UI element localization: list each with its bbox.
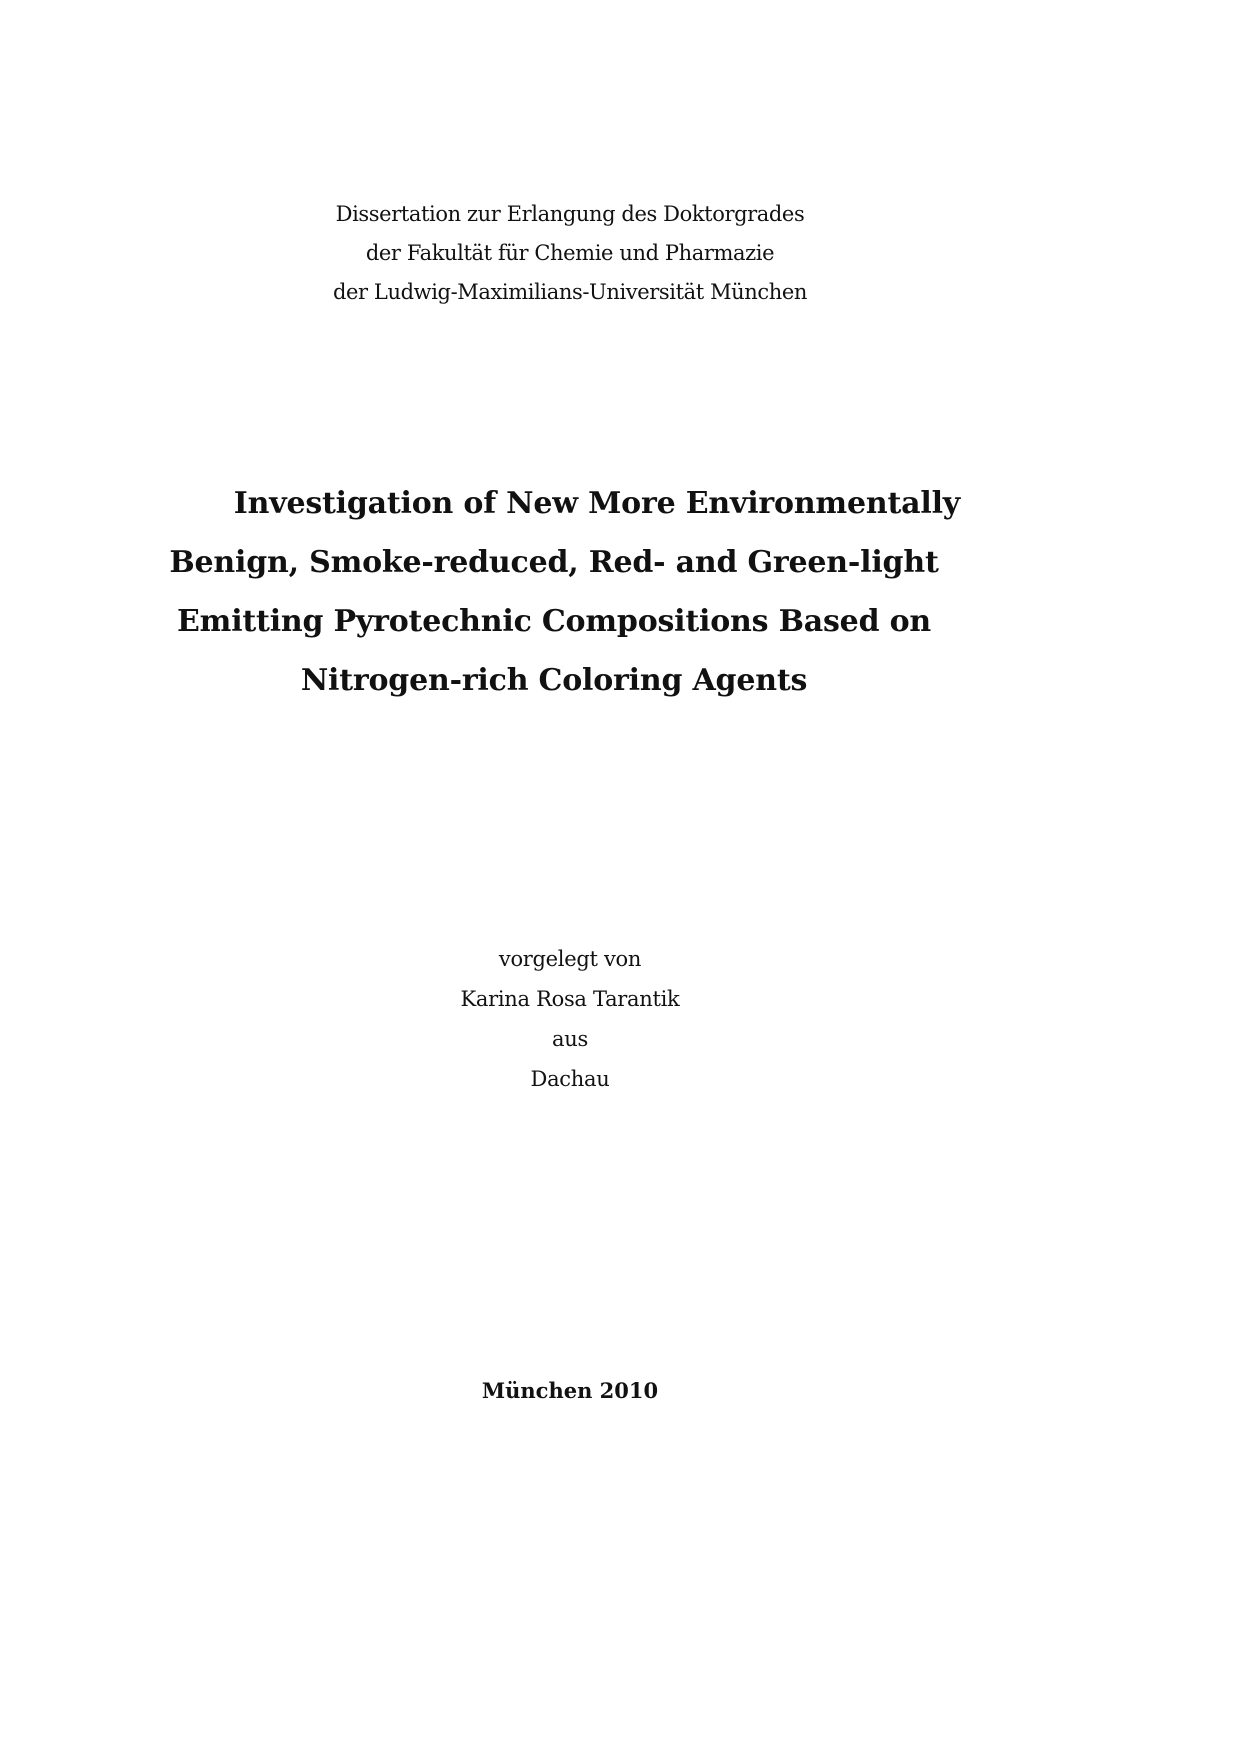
dissertation-title (148, 474, 960, 710)
title-line: Nitrogen-rich Coloring Agents (300, 663, 808, 698)
place-year-footer (370, 1373, 770, 1409)
dissertation-header (0, 195, 1140, 312)
place-year: München 2010 (481, 1378, 659, 1403)
author-name: Karina Rosa Tarantik (460, 987, 680, 1011)
header-line-faculty: der Fakultät für Chemie und Pharmazie (365, 241, 775, 265)
header-line-degree: Dissertation zur Erlangung des Doktorgrades (335, 202, 805, 226)
author-block (370, 939, 770, 1099)
title-line: Investigation of New More Environmentally (233, 486, 960, 521)
submitted-by-label: vorgelegt von (498, 947, 642, 971)
header-line-university: der Ludwig-Maximilians-Universität München (332, 280, 808, 304)
title-line: Benign, Smoke-reduced, Red- and Green-light (169, 545, 939, 580)
author-hometown: Dachau (530, 1067, 610, 1091)
title-line: Emitting Pyrotechnic Compositions Based on (176, 604, 932, 639)
from-label: aus (552, 1027, 588, 1051)
